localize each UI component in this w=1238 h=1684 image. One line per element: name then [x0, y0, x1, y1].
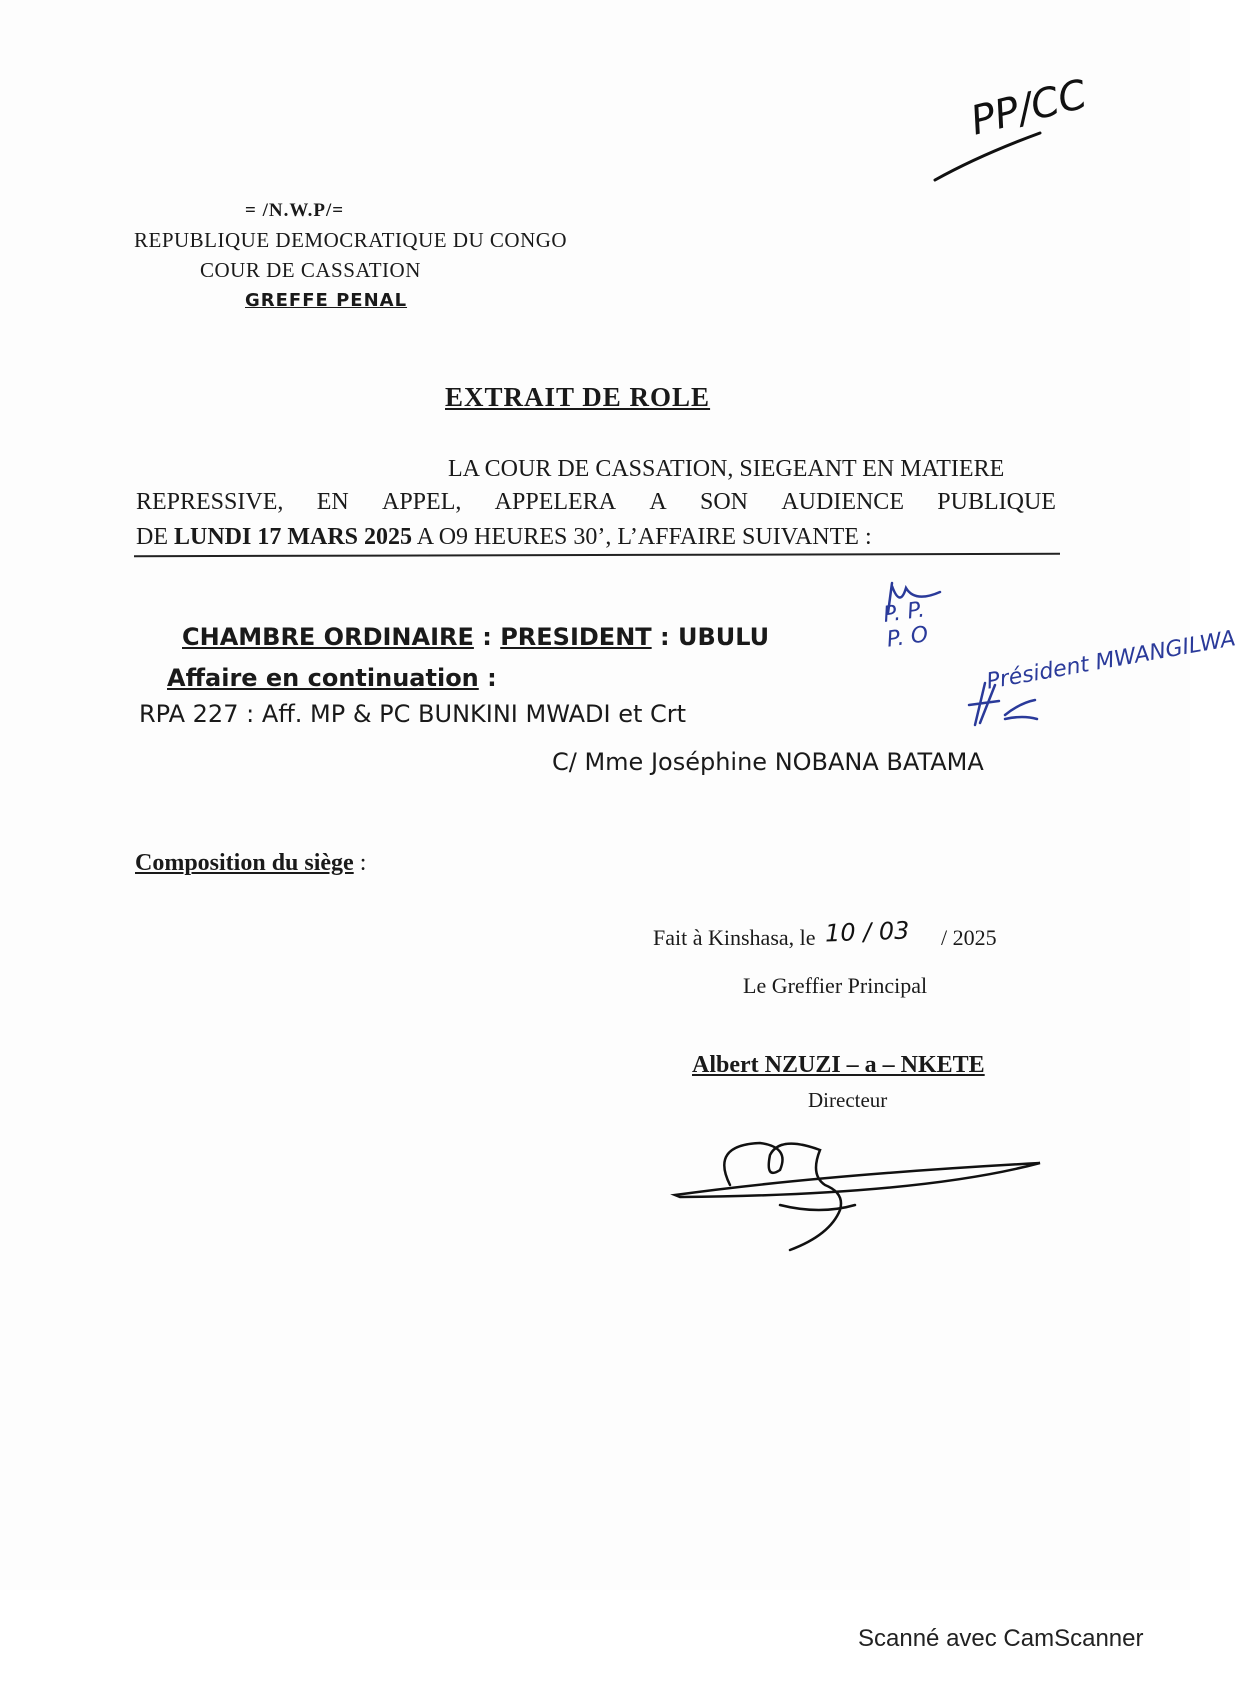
- intro-word: APPELERA: [494, 489, 617, 515]
- handwritten-signature: [670, 1125, 1060, 1255]
- header-greffe: GREFFE PENAL: [245, 290, 408, 311]
- handwritten-ppcc-note: PP/CC: [966, 71, 1092, 145]
- affaire-line: Affaire en continuation :: [167, 664, 497, 692]
- header-code: = /N.W.P/=: [245, 200, 345, 221]
- fait-line: Fait à Kinshasa, le / 2025: [653, 925, 997, 950]
- hearing-date: LUNDI 17 MARS 2025: [174, 524, 413, 550]
- header-cour: COUR DE CASSATION: [200, 258, 421, 282]
- intro-word: AUDIENCE: [781, 489, 904, 515]
- intro-word: PUBLIQUE: [937, 489, 1056, 515]
- intro-word: SON: [700, 489, 749, 515]
- composition-label: Composition du siège :: [135, 850, 367, 876]
- signatory-name: Albert NZUZI – a – NKETE: [692, 1052, 985, 1078]
- handwritten-president-note: Président MWANGILWA: [984, 626, 1238, 695]
- separator-line: [134, 553, 1060, 557]
- handwritten-pp-note: P. P. P. O: [881, 597, 930, 653]
- intro-word: REPRESSIVE,: [136, 489, 284, 515]
- intro-word: EN: [316, 489, 349, 515]
- case-rpa: RPA 227 : Aff. MP & PC BUNKINI MWADI et Crt: [139, 700, 687, 728]
- intro-line-1: LA COUR DE CASSATION, SIEGEANT EN MATIERE: [448, 456, 1005, 482]
- intro-word: A: [649, 489, 667, 515]
- intro-word: APPEL,: [382, 489, 462, 515]
- intro-line-3: DE LUNDI 17 MARS 2025 A O9 HEURES 30’, L’AFFAIRE SUIVANTE :: [136, 524, 872, 550]
- scanner-watermark: Scanné avec CamScanner: [858, 1625, 1144, 1652]
- ppcc-stroke: [930, 125, 1050, 185]
- blue-signature-mark: [955, 675, 1045, 735]
- intro-line-2: [136, 489, 1056, 516]
- handwritten-date: 10 / 03: [824, 916, 910, 948]
- document-title: EXTRAIT DE ROLE: [445, 382, 711, 412]
- chambre-line: CHAMBRE ORDINAIRE : PRESIDENT : UBULU: [182, 623, 770, 651]
- greffier-title: Le Greffier Principal: [743, 973, 928, 998]
- signatory-role: Directeur: [808, 1088, 888, 1112]
- case-contre: C/ Mme Joséphine NOBANA BATAMA: [552, 748, 984, 776]
- header-republique: REPUBLIQUE DEMOCRATIQUE DU CONGO: [134, 228, 568, 252]
